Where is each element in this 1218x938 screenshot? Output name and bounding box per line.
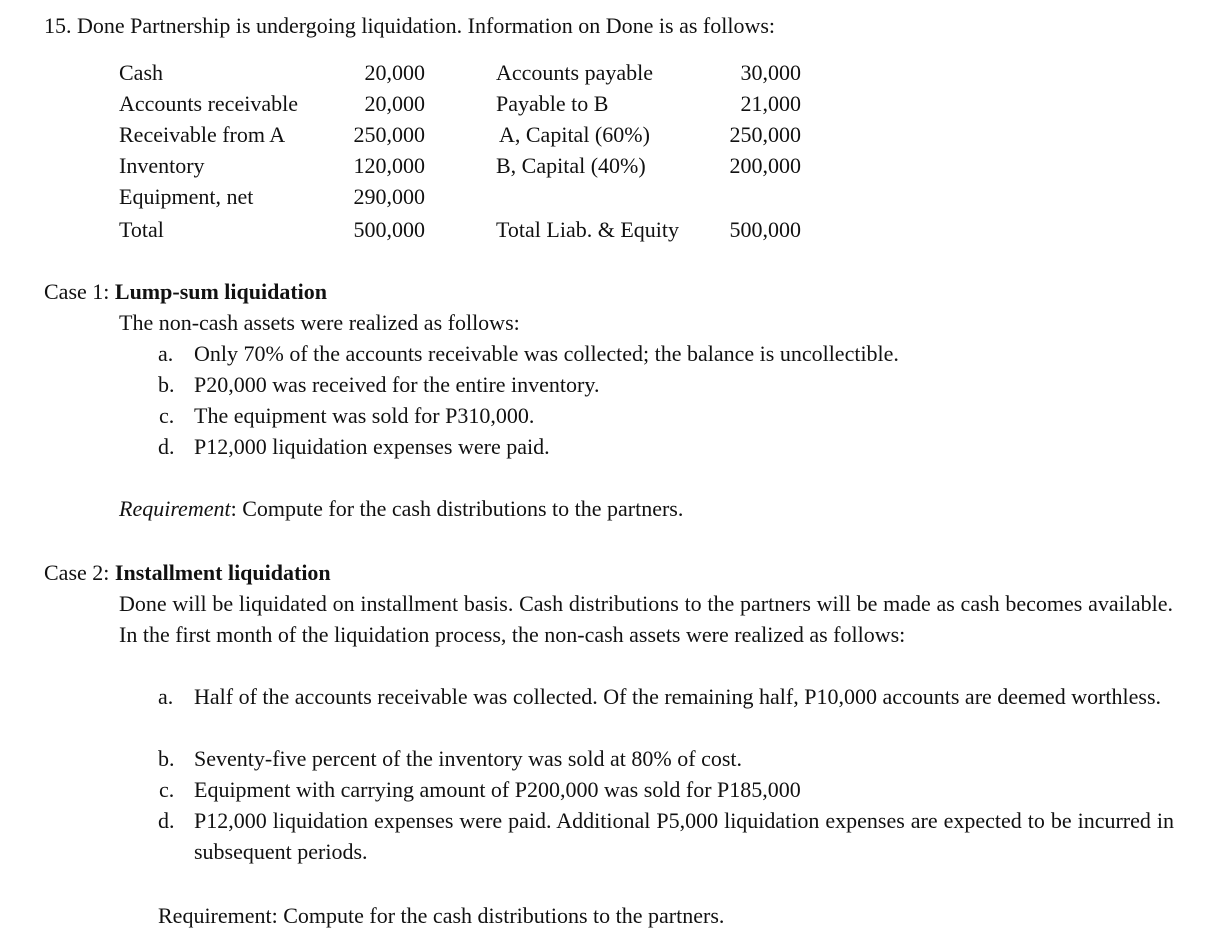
list-letter: a. (158, 684, 174, 709)
asset-label: Accounts receivable (119, 91, 298, 116)
case-1-prefix: Case 1: (44, 279, 115, 304)
case-2-heading (44, 557, 331, 588)
asset-value: 250,000 (353, 122, 425, 147)
asset-label: Equipment, net (119, 184, 254, 209)
liab-equity-total-value: 500,000 (729, 217, 801, 242)
case-1-heading (44, 276, 327, 307)
case-1-intro: The non-cash assets were realized as follows: (119, 310, 520, 335)
case-2-prefix: Case 2: (44, 560, 115, 585)
liability-label: Payable to B (496, 91, 609, 116)
case-2-intro: Done will be liquidated on installment basis. Cash distributions to the partners will be made as cash becomes available. In the first month of the liquidation process, the non-cash assets were realized as follows: (119, 591, 1173, 647)
asset-label: Inventory (119, 153, 205, 178)
capital-a-value: 250,000 (729, 122, 801, 147)
asset-value: 290,000 (353, 184, 425, 209)
liability-label: Accounts payable (496, 60, 653, 85)
capital-a-label: A, Capital (60%) (499, 122, 650, 147)
case-2-item: Half of the accounts receivable was collected. Of the remaining half, P10,000 accounts are deemed worthless. (194, 684, 1162, 709)
question-header: 15. Done Partnership is undergoing liquidation. Information on Done is as follows: (44, 13, 776, 38)
case-1-item: Only 70% of the accounts receivable was collected; the balance is uncollectible. (194, 341, 899, 366)
case-1-requirement (119, 493, 683, 524)
list-letter: c. (159, 403, 175, 428)
case-2-item: Equipment with carrying amount of P200,000 was sold for P185,000 (194, 777, 801, 802)
case-1-item: P20,000 was received for the entire inventory. (194, 372, 600, 397)
requirement-text: : Compute for the cash distributions to the partners. (230, 496, 684, 521)
liab-equity-total-label: Total Liab. & Equity (496, 217, 679, 242)
list-letter: b. (158, 746, 175, 771)
asset-total-label: Total (119, 217, 164, 242)
list-letter: d. (158, 808, 175, 833)
case-2-requirement: Requirement: Compute for the cash distributions to the partners. (158, 903, 725, 928)
asset-value: 20,000 (364, 60, 425, 85)
asset-value: 120,000 (353, 153, 425, 178)
list-letter: b. (158, 372, 175, 397)
list-letter: d. (158, 434, 175, 459)
case-1-item: The equipment was sold for P310,000. (194, 403, 535, 428)
case-2-item: P12,000 liquidation expenses were paid. Additional P5,000 liquidation expenses are expected to be incurred in subsequent periods. (194, 808, 1174, 864)
list-letter: a. (158, 341, 174, 366)
asset-value: 20,000 (364, 91, 425, 116)
case-1-item: P12,000 liquidation expenses were paid. (194, 434, 550, 459)
case-1-title: Lump-sum liquidation (114, 279, 328, 304)
liability-value: 30,000 (740, 60, 801, 85)
capital-b-label: B, Capital (40%) (496, 153, 646, 178)
list-letter: c. (159, 777, 175, 802)
case-2-title: Installment liquidation (114, 560, 331, 585)
asset-label: Cash (119, 60, 163, 85)
capital-b-value: 200,000 (729, 153, 801, 178)
liability-value: 21,000 (740, 91, 801, 116)
case-2-item: Seventy-five percent of the inventory was sold at 80% of cost. (194, 746, 743, 771)
asset-label: Receivable from A (119, 122, 286, 147)
requirement-label: Requirement (119, 496, 231, 521)
asset-total-value: 500,000 (353, 217, 425, 242)
